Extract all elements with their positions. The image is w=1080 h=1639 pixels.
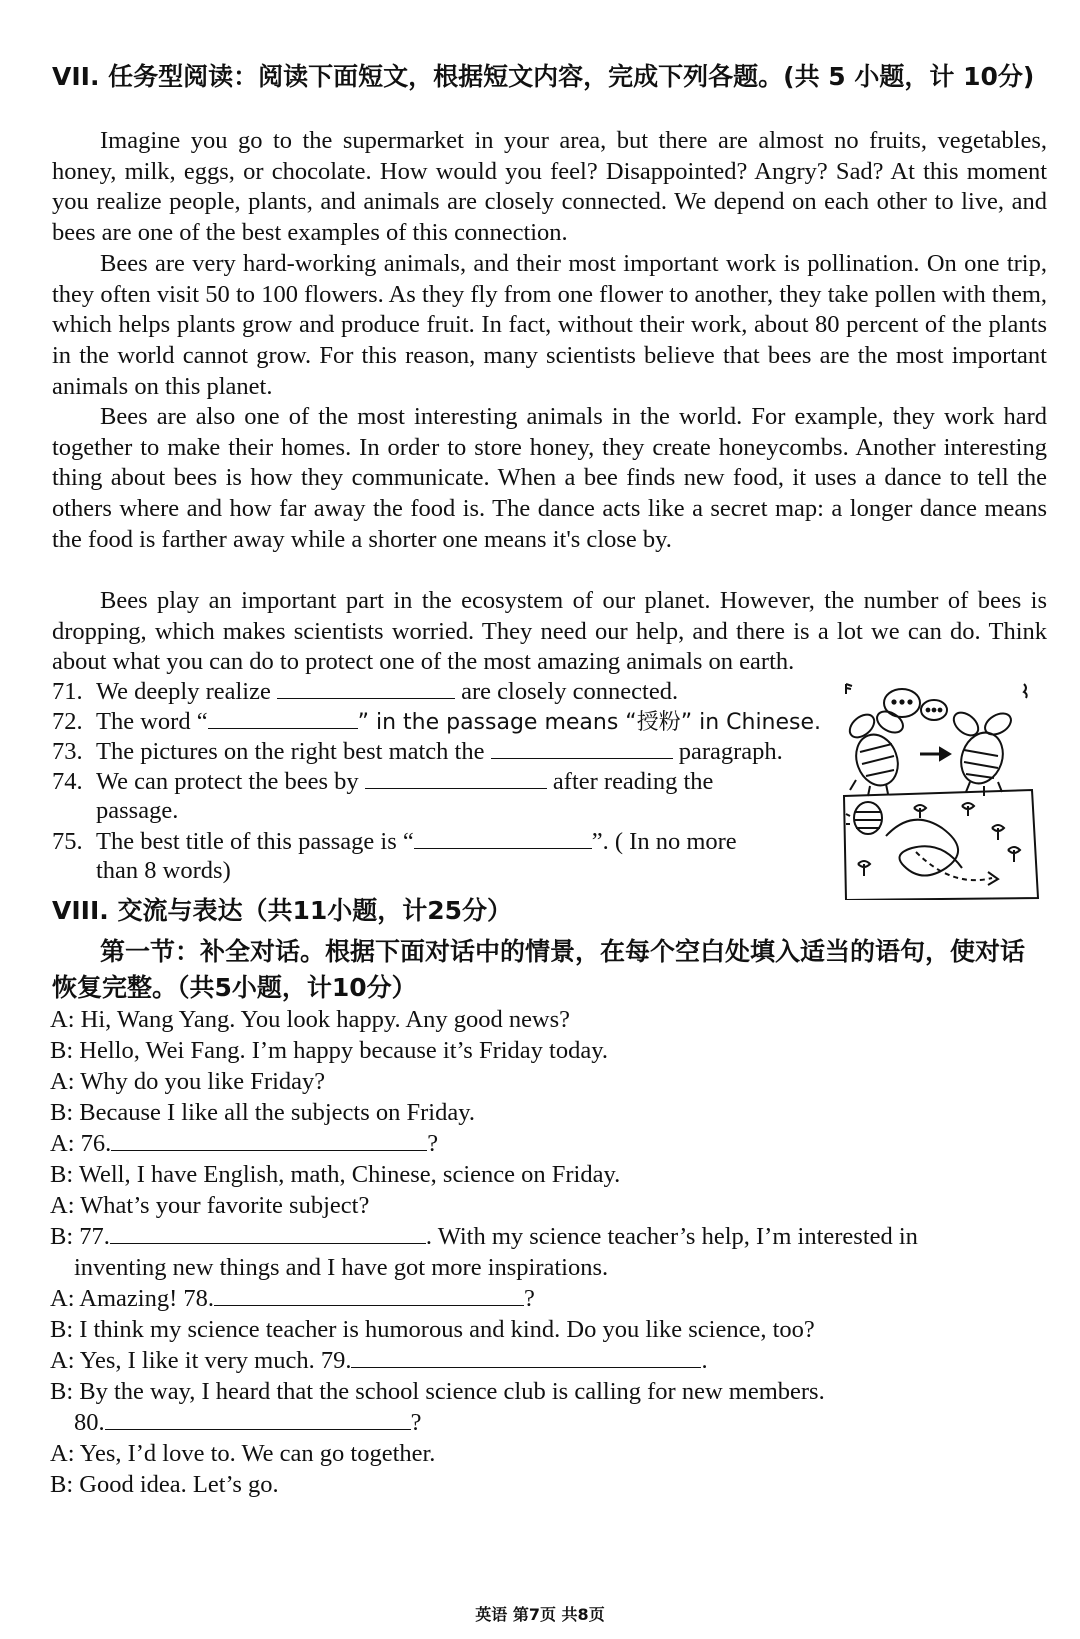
- secret-map-bottom-panel: [844, 790, 1038, 900]
- dialogue-line-77: B: 77. . With my science teacher’s help, I’m interested in: [50, 1223, 918, 1250]
- section-viii-heading: VIII. 交流与表达（共11小题，计25分）: [52, 896, 513, 925]
- passage-paragraph-4: Bees play an important part in the ecosystem of our planet. However, the number of bees is dropping, which makes scientists worried. They need our help, and there is a lot we can do. Think about what you can do to protect one of the most amazing animals on earth.: [52, 587, 1047, 676]
- dialogue-line: A: Hi, Wang Yang. You look happy. Any good news?: [50, 1006, 571, 1033]
- dialogue-line: B: I think my science teacher is humorous and kind. Do you like science, too?: [50, 1316, 815, 1343]
- answer-blank-77[interactable]: [110, 1221, 426, 1244]
- dialogue-line-80: 80. ?: [74, 1409, 422, 1436]
- dialogue-instructions: 第一节：补全对话。根据下面对话中的情景，在每个空白处填入适当的语句，使对话恢复完整。（共5小题，计10分）: [52, 937, 1026, 1002]
- answer-blank-74[interactable]: [365, 766, 547, 789]
- answer-blank-75[interactable]: [414, 826, 592, 849]
- question-75: 75. The best title of this passage is “ ”. ( In no more: [52, 828, 737, 855]
- answer-blank-76[interactable]: [111, 1128, 427, 1151]
- bee-dance-top-panel: [845, 684, 1026, 796]
- bee-illustration: [842, 678, 1042, 900]
- section-vii-heading: VII. 任务型阅读：阅读下面短文，根据短文内容，完成下列各题。(共 5 小题，计 10分): [52, 62, 1035, 91]
- dialogue-line: inventing new things and I have got more inspirations.: [74, 1254, 609, 1281]
- question-74-continued: passage.: [96, 797, 179, 824]
- dialogue-line: A: What’s your favorite subject?: [50, 1192, 370, 1219]
- question-71: 71. We deeply realize are closely connected.: [52, 678, 679, 705]
- passage-paragraph-1: Imagine you go to the supermarket in your area, but there are almost no fruits, vegetables, honey, milk, eggs, or chocolate. How would you feel? Disappointed? Angry? Sad? At this moment you realize people, plants, and animals are closely connected. We depend on each other to live, and bees are one of the best examples of this connection.: [52, 127, 1047, 247]
- question-74: 74. We can protect the bees by after reading the: [52, 768, 714, 795]
- question-75-continued: than 8 words): [96, 857, 231, 884]
- dialogue-line-78: A: Amazing! 78. ?: [50, 1285, 535, 1312]
- answer-blank-71[interactable]: [277, 676, 455, 699]
- answer-blank-72[interactable]: [208, 706, 358, 729]
- passage-paragraph-3: Bees are also one of the most interesting animals in the world. For example, they work hard together to make their homes. In order to store honey, they create honeycombs. Another interesting thing about bees is how they communicate. When a bee finds new food, it uses a dance to tell the others where and how far away the food is. The dance acts like a secret map: a longer dance means the food is farther away while a shorter one means it's close by.: [52, 403, 1047, 553]
- question-72: 72. The word “ ” in the passage means “授粉” in Chinese.: [52, 708, 822, 735]
- dialogue-line: B: Good idea. Let’s go.: [50, 1471, 279, 1498]
- dialogue-line-79: A: Yes, I like it very much. 79. .: [50, 1347, 708, 1374]
- page-footer: 英语 第7页 共8页: [475, 1605, 605, 1624]
- dialogue-line-76: A: 76. ?: [50, 1130, 439, 1157]
- dialogue-line: B: Well, I have English, math, Chinese, science on Friday.: [50, 1161, 621, 1188]
- question-73: 73. The pictures on the right best match the paragraph.: [52, 738, 783, 765]
- dialogue-line: A: Why do you like Friday?: [50, 1068, 326, 1095]
- answer-blank-78[interactable]: [214, 1283, 524, 1306]
- answer-blank-80[interactable]: [105, 1407, 411, 1430]
- answer-blank-73[interactable]: [491, 736, 673, 759]
- answer-blank-79[interactable]: [351, 1345, 701, 1368]
- dialogue-line: A: Yes, I’d love to. We can go together.: [50, 1440, 436, 1467]
- passage-paragraph-2: Bees are very hard-working animals, and their most important work is pollination. On one trip, they often visit 50 to 100 flowers. As they fly from one flower to another, they take pollen with them, which helps plants grow and produce fruit. In fact, without their work, about 80 percent of the plants in the world cannot grow. For this reason, many scientists believe that bees are the most important animals on this planet.: [52, 250, 1047, 400]
- dialogue-line: B: Because I like all the subjects on Friday.: [50, 1099, 476, 1126]
- dialogue-line: B: Hello, Wei Fang. I’m happy because it’s Friday today.: [50, 1037, 609, 1064]
- dialogue-line: B: By the way, I heard that the school science club is calling for new members.: [50, 1378, 825, 1405]
